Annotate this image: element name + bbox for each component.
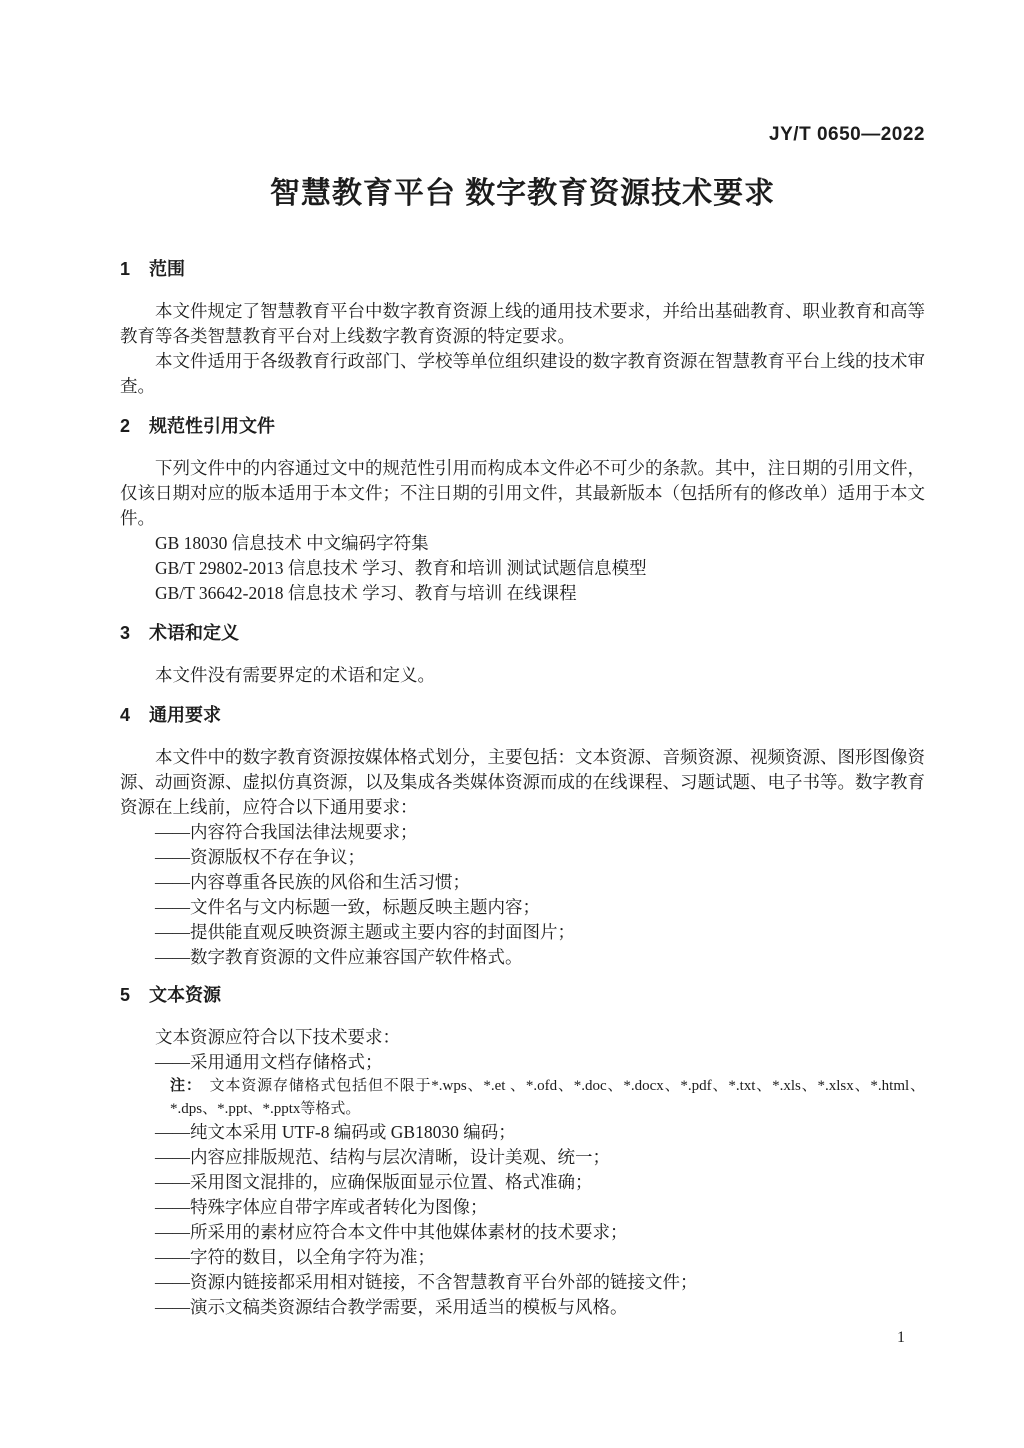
- section-heading: [120, 621, 925, 646]
- reference-item: GB/T 36642-2018 信息技术 学习、教育与培训 在线课程: [155, 583, 577, 603]
- section-terms-definitions: [120, 621, 925, 688]
- section-heading: [120, 983, 925, 1008]
- paragraph: 本文件没有需要界定的术语和定义。: [155, 665, 435, 685]
- requirement-item: ——文件名与文内标题一致，标题反映主题内容；: [155, 897, 540, 917]
- requirement-item: ——采用通用文档存储格式；: [155, 1052, 383, 1072]
- paragraph: 本文件中的数字教育资源按媒体格式划分，主要包括：文本资源、音频资源、视频资源、图形图像资源、动画资源、虚拟仿真资源，以及集成各类媒体资源而成的在线课程、习题试题、电子书等。数字教育资源在上线前，应符合以下通用要求：: [120, 747, 925, 817]
- requirement-item: ——内容尊重各民族的风俗和生活习惯；: [155, 872, 470, 892]
- requirement-item: ——资源内链接都采用相对链接，不含智慧教育平台外部的链接文件；: [155, 1272, 698, 1292]
- reference-item: GB/T 29802-2013 信息技术 学习、教育和培训 测试试题信息模型: [155, 558, 647, 578]
- reference-item: GB 18030 信息技术 中文编码字符集: [155, 533, 429, 553]
- paragraph: 本文件规定了智慧教育平台中数字教育资源上线的通用技术要求，并给出基础教育、职业教育和高等教育等各类智慧教育平台对上线数字教育资源的特定要求。: [120, 301, 925, 346]
- requirement-item: ——资源版权不存在争议；: [155, 847, 365, 867]
- paragraph: 文本资源应符合以下技术要求：: [155, 1027, 400, 1047]
- requirement-item: ——内容符合我国法律法规要求；: [155, 822, 418, 842]
- section-heading-label: 术语和定义: [149, 623, 240, 643]
- requirement-item: ——提供能直观反映资源主题或主要内容的封面图片；: [155, 922, 575, 942]
- paragraph: 本文件适用于各级教育行政部门、学校等单位组织建设的数字教育资源在智慧教育平台上线的技术审查。: [120, 351, 925, 396]
- document-number: JY/T 0650—2022: [769, 124, 925, 145]
- section-heading-label: 通用要求: [149, 705, 222, 725]
- section-text-resources: [120, 983, 925, 1320]
- section-number: 3: [120, 623, 131, 643]
- section-heading-label: 规范性引用文件: [149, 416, 276, 436]
- section-heading-label: 范围: [149, 259, 186, 279]
- section-heading-label: 文本资源: [149, 985, 222, 1005]
- section-heading: [120, 703, 925, 728]
- section-heading: [120, 257, 925, 282]
- requirement-item: ——所采用的素材应符合本文件中其他媒体素材的技术要求；: [155, 1222, 628, 1242]
- section-general-requirements: [120, 703, 925, 970]
- requirement-item: ——内容应排版规范、结构与层次清晰，设计美观、统一；: [155, 1147, 610, 1167]
- section-number: 4: [120, 705, 131, 725]
- requirement-item: ——数字教育资源的文件应兼容国产软件格式。: [155, 947, 523, 967]
- requirement-item: ——纯文本采用 UTF-8 编码或 GB18030 编码；: [155, 1122, 516, 1142]
- document-title: 智慧教育平台 数字教育资源技术要求: [269, 177, 776, 210]
- requirement-item: ——特殊字体应自带字库或者转化为图像；: [155, 1197, 488, 1217]
- paragraph: 下列文件中的内容通过文中的规范性引用而构成本文件必不可少的条款。其中，注日期的引用文件，仅该日期对应的版本适用于本文件；不注日期的引用文件，其最新版本（包括所有的修改单）适用于本文件。: [120, 458, 925, 528]
- section-number: 5: [120, 985, 131, 1005]
- requirement-item: ——字符的数目，以全角字符为准；: [155, 1247, 435, 1267]
- note-label: 注：: [170, 1078, 202, 1094]
- section-heading: [120, 414, 925, 439]
- section-number: 2: [120, 416, 131, 436]
- section-number: 1: [120, 259, 131, 279]
- page-number: 1: [897, 1329, 905, 1346]
- note-text: 文本资源存储格式包括但不限于*.wps、*.et 、*.ofd、*.doc、*.docx、*.pdf、*.txt、*.xls、*.xlsx、*.html、*.dps、*.ppt、*.pptx等格式。: [170, 1078, 925, 1117]
- section-scope: [120, 257, 925, 399]
- requirement-item: ——演示文稿类资源结合教学需要，采用适当的模板与风格。: [155, 1297, 628, 1317]
- requirement-item: ——采用图文混排的，应确保版面显示位置、格式准确；: [155, 1172, 593, 1192]
- section-normative-references: [120, 414, 925, 606]
- note: [120, 1075, 925, 1120]
